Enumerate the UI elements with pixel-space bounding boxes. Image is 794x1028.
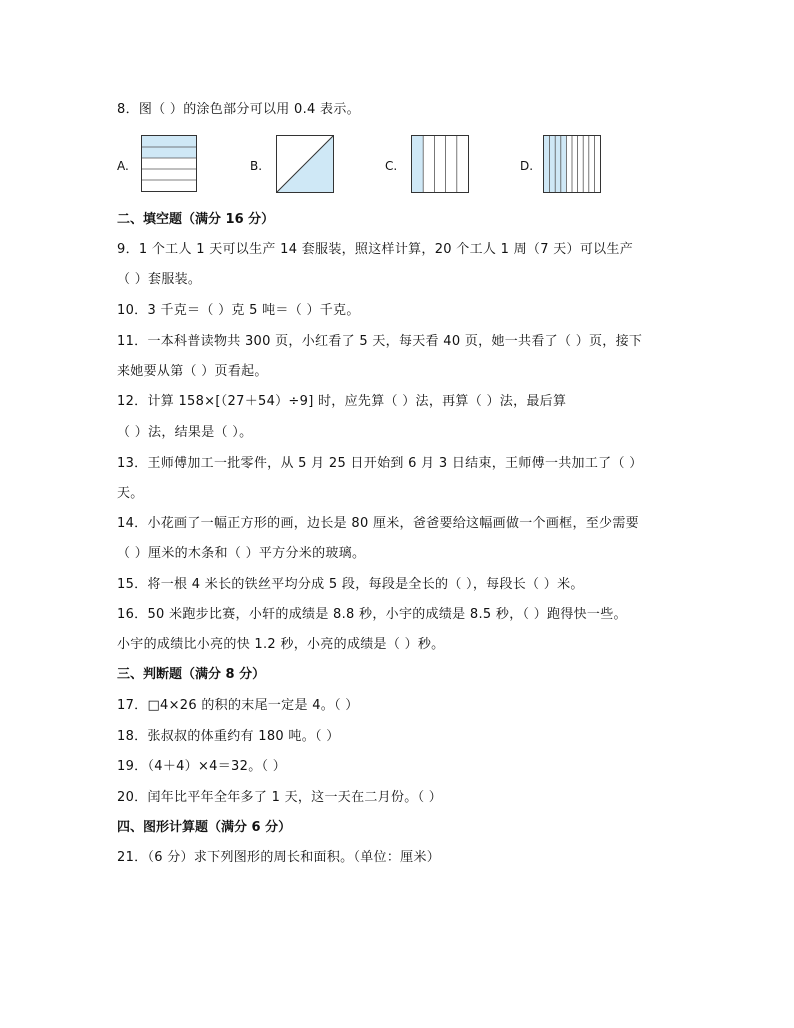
question-9-line-2: （ ）套服装。 [117, 272, 202, 287]
question-12-line-2: （ ）法，结果是（ ）。 [117, 425, 253, 440]
option-d-label: D. [520, 159, 534, 173]
option-a-figure [141, 135, 197, 192]
option-d-figure [543, 135, 601, 193]
question-14-line-1: 14．小花画了一幅正方形的画，边长是 80 厘米，爸爸要给这幅画做一个画框，至少需要 [117, 516, 639, 531]
question-11-line-2: 来她要从第（ ）页看起。 [117, 364, 268, 379]
question-16-line-1: 16．50 米跑步比赛，小轩的成绩是 8.8 秒，小宇的成绩是 8.5 秒，（ ）跑得快一些。 [117, 607, 627, 622]
option-c-label: C. [385, 159, 398, 173]
question-8: 8．图（ ）的涂色部分可以用 0.4 表示。 [117, 102, 360, 117]
question-16-line-2: 小宇的成绩比小亮的快 1.2 秒，小亮的成绩是（ ）秒。 [117, 637, 445, 652]
question-15: 15．将一根 4 米长的铁丝平均分成 5 段，每段是全长的（ ），每段长（ ）米。 [117, 577, 584, 592]
question-10: 10．3 千克＝（ ）克 5 吨＝（ ）千克。 [117, 303, 360, 318]
option-b-figure [276, 135, 334, 193]
option-c-figure [411, 135, 469, 193]
question-14-line-2: （ ）厘米的木条和（ ）平方分米的玻璃。 [117, 546, 366, 561]
section-judge-heading: 三、判断题（满分 8 分） [117, 667, 266, 682]
option-b-label: B. [250, 159, 263, 173]
question-21: 21．（6 分）求下列图形的周长和面积。（单位：厘米） [117, 850, 441, 865]
question-13-line-2: 天。 [117, 486, 144, 501]
question-12-line-1: 12．计算 158×[（27＋54）÷9] 时，应先算（ ）法，再算（ ）法，最后算 [117, 394, 567, 409]
question-9-line-1: 9．1 个工人 1 天可以生产 14 套服装，照这样计算，20 个工人 1 周（7 天）可以生产 [117, 242, 634, 257]
option-a-label: A. [117, 159, 129, 173]
section-fill-heading: 二、填空题（满分 16 分） [117, 212, 275, 227]
question-19: 19．（4＋4）×4＝32。（ ） [117, 759, 287, 774]
question-18: 18．张叔叔的体重约有 180 吨。（ ） [117, 729, 340, 744]
question-13-line-1: 13．王师傅加工一批零件，从 5 月 25 日开始到 6 月 3 日结束，王师傅一共加工了（ ） [117, 456, 643, 471]
question-17: 17．□4×26 的积的末尾一定是 4。（ ） [117, 698, 359, 713]
question-20: 20．闰年比平年全年多了 1 天，这一天在二月份。（ ） [117, 790, 443, 805]
section-calc-heading: 四、图形计算题（满分 6 分） [117, 820, 292, 835]
option-c-shaded-region [412, 136, 423, 192]
question-11-line-1: 11．一本科普读物共 300 页，小红看了 5 天，每天看 40 页，她一共看了（ ）页，接下 [117, 334, 643, 349]
